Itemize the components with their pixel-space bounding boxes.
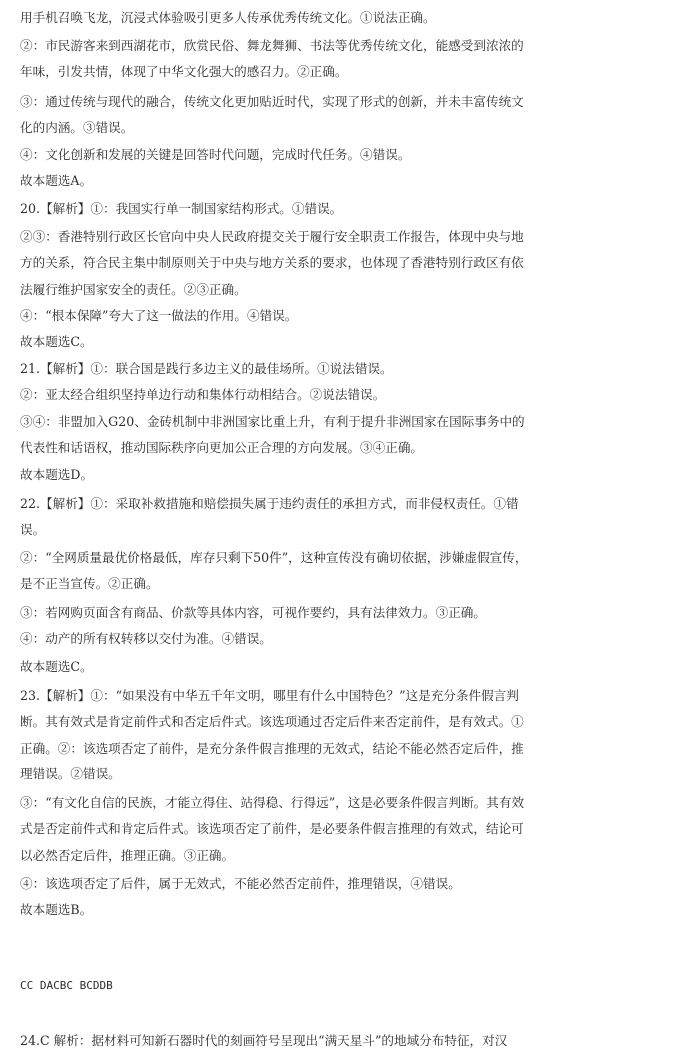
answer-key-line: CC DACBC BCDDB — [20, 979, 113, 992]
text-line: 用手机召唤飞龙，沉浸式体验吸引更多人传承优秀传统文化。①说法正确。 — [20, 10, 436, 25]
text-line: 误。 — [20, 522, 46, 537]
text-line: ③：通过传统与现代的融合，传统文化更加贴近时代，实现了形式的创新，并未丰富传统文 — [20, 94, 524, 109]
text-line: ②：“全网质量最优价格最低，库存只剩下50件”，这种宣传没有确切依据，涉嫌虚假宣传， — [20, 550, 528, 565]
text-line: ③：若网购页面含有商品、价款等具体内容，可视作要约，具有法律效力。③正确。 — [20, 605, 486, 620]
text-line: 24.C 解析：据材料可知新石器时代的刻画符号呈现出“满天星斗”的地域分布特征，对汉 — [20, 1033, 508, 1048]
text-line: 故本题选D。 — [20, 467, 94, 482]
text-line: 断。其有效式是肯定前件式和否定后件式。该选项通过否定后件来否定前件，是有效式。① — [20, 714, 524, 729]
text-line: ④：动产的所有权转移以交付为准。④错误。 — [20, 631, 272, 646]
text-line: 代表性和话语权，推动国际秩序向更加公正合理的方向发展。③④正确。 — [20, 440, 423, 455]
text-line: 23.【解析】①：“如果没有中华五千年文明，哪里有什么中国特色？”这是充分条件假言判 — [20, 688, 519, 703]
text-line: ④：“根本保障”夸大了这一做法的作用。④错误。 — [20, 308, 298, 323]
text-line: ②③：香港特别行政区长官向中央人民政府提交关于履行安全职责工作报告，体现中央与地 — [20, 229, 524, 244]
text-line: 22.【解析】①：采取补救措施和赔偿损失属于违约责任的承担方式，而非侵权责任。①错 — [20, 496, 519, 511]
text-line: 方的关系，符合民主集中制原则关于中央与地方关系的要求，也体现了香港特别行政区有依 — [20, 255, 524, 270]
answer-explanation-document — [20, 0, 660, 1062]
text-line: 理错误。②错误。 — [20, 766, 121, 781]
text-line: 21.【解析】①：联合国是践行多边主义的最佳场所。①说法错误。 — [20, 361, 393, 376]
text-line: ②：市民游客来到西湖花市，欣赏民俗、舞龙舞狮、书法等优秀传统文化，能感受到浓浓的 — [20, 38, 524, 53]
text-line: 故本题选A。 — [20, 173, 93, 188]
text-line: 是不正当宣传。②正确。 — [20, 576, 159, 591]
text-line: 20.【解析】①：我国实行单一制国家结构形式。①错误。 — [20, 201, 343, 216]
text-line: 式是否定前件式和肯定后件式。该选项否定了前件，是必要条件假言推理的有效式，结论可 — [20, 821, 524, 836]
text-line: 以必然否定后件，推理正确。③正确。 — [20, 848, 235, 863]
text-line: 故本题选B。 — [20, 902, 93, 917]
text-line: ③④：非盟加入G20、金砖机制中非洲国家比重上升，有利于提升非洲国家在国际事务中的 — [20, 414, 525, 429]
text-line: 故本题选C。 — [20, 659, 93, 674]
text-line: ④：该选项否定了后件，属于无效式，不能必然否定前件，推理错误，④错误。 — [20, 876, 461, 891]
text-line: ④：文化创新和发展的关键是回答时代问题，完成时代任务。④错误。 — [20, 147, 411, 162]
text-line: 正确。②：该选项否定了前件，是充分条件假言推理的无效式，结论不能必然否定后件，推 — [20, 741, 524, 756]
text-line: ②：亚太经合组织坚持单边行动和集体行动相结合。②说法错误。 — [20, 387, 386, 402]
text-line: ③：“有文化自信的民族，才能立得住、站得稳、行得远”，这是必要条件假言判断。其有效 — [20, 795, 525, 810]
text-line: 法履行维护国家安全的责任。②③正确。 — [20, 282, 247, 297]
text-line: 年味，引发共情，体现了中华文化强大的感召力。②正确。 — [20, 64, 348, 79]
text-line: 故本题选C。 — [20, 334, 93, 349]
text-line: 化的内涵。③错误。 — [20, 120, 134, 135]
